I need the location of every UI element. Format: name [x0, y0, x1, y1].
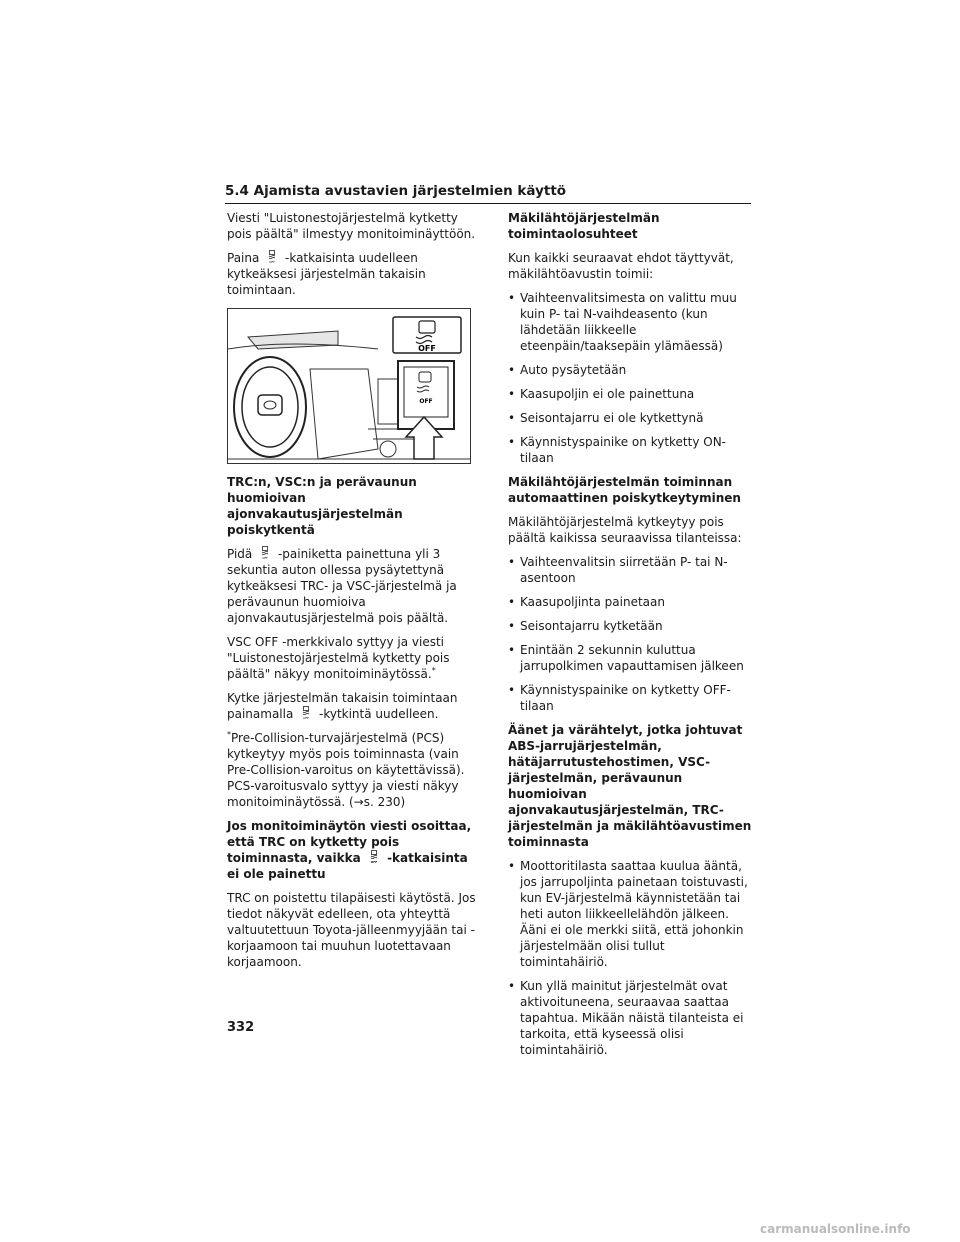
paragraph — [227, 546, 477, 626]
list-item: • Seisontajarru ei ole kytkettynä — [508, 410, 753, 426]
callout-off-label: OFF — [418, 344, 436, 353]
list-item: • Vaihteenvalitsimesta on valittu muu kuin P- tai N-vaihdeasento (kun lähdetään liikkeelle eteenpäin/taaksepäin ylämäessä) — [508, 290, 753, 354]
list-item: • Enintään 2 sekunnin kuluttua jarrupolkimen vapauttamisen jälkeen — [508, 642, 753, 674]
sounds-list — [508, 858, 753, 1058]
trc-off-icon — [301, 706, 311, 720]
svg-text:OFF: OFF — [370, 860, 378, 864]
paragraph — [227, 634, 477, 682]
svg-text:OFF: OFF — [269, 260, 276, 264]
section-header — [225, 180, 751, 204]
trc-off-icon — [267, 250, 277, 264]
list-item: • Moottoritilasta saattaa kuulua ääntä, jos jarrupoljinta painetaan toistuvasti, kun EV-järjestelmä käynnistetään tai heti auton liikkeellelähdön jälkeen. Ääni ei ole merkki siitä, että johonkin järjestelmään olisi tullut toimintahäiriö. — [508, 858, 753, 970]
svg-text:OFF: OFF — [419, 398, 433, 405]
footnote-marker: * — [227, 730, 231, 739]
paragraph: TRC on poistettu tilapäisesti käytöstä. Jos tiedot näkyvät edelleen, ota yhteyttä valtuutettuun Toyota-jälleenmyyjään tai -korjaamoon tai muuhun luotettavaan korjaamoon. — [227, 891, 476, 969]
text: -katkaisinta uudelleen kytkeäksesi järjestelmän takaisin toimintaan. — [227, 251, 426, 297]
text: -katkaisinta ei ole painettu — [227, 851, 468, 881]
trc-off-icon — [260, 546, 270, 560]
text: Jos monitoiminäytön viesti osoittaa, että TRC on kytketty pois toiminnasta, vaikka — [227, 819, 472, 865]
text: Paina — [227, 251, 260, 265]
section-heading: TRC:n, VSC:n ja perävaunun huomioivan ajonvakautusjärjestelmän poiskytkentä — [227, 475, 417, 537]
list-item: • Käynnistyspainike on kytketty OFF-tilaan — [508, 682, 753, 714]
page-number: 332 — [227, 1020, 255, 1035]
watermark: carmanualsonline.info — [760, 1222, 911, 1236]
right-column — [508, 210, 753, 1066]
list-item: • Kaasupoljinta painetaan — [508, 594, 753, 610]
section-heading: Mäkilähtöjärjestelmän toiminnan automaattinen poiskytkeytyminen — [508, 475, 741, 505]
list-item: • Käynnistyspainike on kytketty ON-tilaan — [508, 434, 753, 466]
deactivation-list — [508, 554, 753, 714]
footnote — [227, 730, 477, 810]
svg-text:OFF: OFF — [303, 716, 310, 720]
section-heading: Äänet ja värähtelyt, jotka johtuvat ABS-jarrujärjestelmän, hätäjarrutustehostimen, VSC-järjestelmän, perävaunun huomioivan ajonvakautusjärjestelmän, TRC-järjestelmän ja mäkilähtöavustimen toiminnasta — [508, 723, 752, 849]
svg-text:OFF: OFF — [262, 556, 269, 560]
list-item: • Kaasupoljin ei ole painettuna — [508, 386, 753, 402]
section-title: 5.4 Ajamista avustavien järjestelmien käyttö — [225, 183, 567, 199]
dashboard-illustration — [227, 308, 471, 464]
conditions-list — [508, 290, 753, 466]
dashboard-drawing — [228, 309, 470, 463]
footnote-marker: * — [431, 666, 436, 675]
list-item: • Seisontajarru kytketään — [508, 618, 753, 634]
paragraph: Kun kaikki seuraavat ehdot täyttyvät, mäkilähtöavustin toimii: — [508, 251, 734, 281]
text: -kytkintä uudelleen. — [318, 707, 439, 721]
section-heading — [227, 818, 477, 882]
list-item: • Vaihteenvalitsin siirretään P- tai N-asentoon — [508, 554, 753, 586]
text: -painiketta painettuna yli 3 sekuntia auton ollessa pysäytettynä kytkeäksesi TRC- ja VSC-järjestelmä ja perävaunun huomioiva ajonvakautusjärjestelmä pois päältä. — [227, 547, 457, 625]
text: Pidä — [227, 547, 253, 561]
paragraph — [227, 250, 477, 298]
text: Pre-Collision-turvajärjestelmä (PCS) kytkeytyy myös pois toiminnasta (vain Pre-Collision-varoitus on käytettävissä). PCS-varoitusvalo syttyy ja viesti näkyy monitoiminäytössä. (→s. 230) — [227, 731, 465, 809]
text: VSC OFF -merkkivalo syttyy ja viesti "Luistonestojärjestelmä kytketty pois päältä" näkyy monitoiminäytössä. — [227, 635, 450, 681]
list-item: • Kun yllä mainitut järjestelmät ovat aktivoituneena, seuraavaa saattaa tapahtua. Mikään näistä tilanteista ei tarkoita, että kyseessä olisi toimintahäiriö. — [508, 978, 753, 1058]
paragraph: Viesti "Luistonestojärjestelmä kytketty pois päältä" ilmestyy monitoiminäyttöön. — [227, 211, 476, 241]
text: Kytke järjestelmän takaisin toimintaan painamalla — [227, 691, 458, 721]
left-column — [227, 210, 477, 978]
trc-off-icon — [369, 850, 379, 864]
paragraph — [227, 690, 477, 722]
list-item: • Auto pysäytetään — [508, 362, 753, 378]
paragraph: Mäkilähtöjärjestelmä kytkeytyy pois päältä kaikissa seuraavissa tilanteissa: — [508, 515, 742, 545]
section-heading: Mäkilähtöjärjestelmän toimintaolosuhteet — [508, 211, 660, 241]
